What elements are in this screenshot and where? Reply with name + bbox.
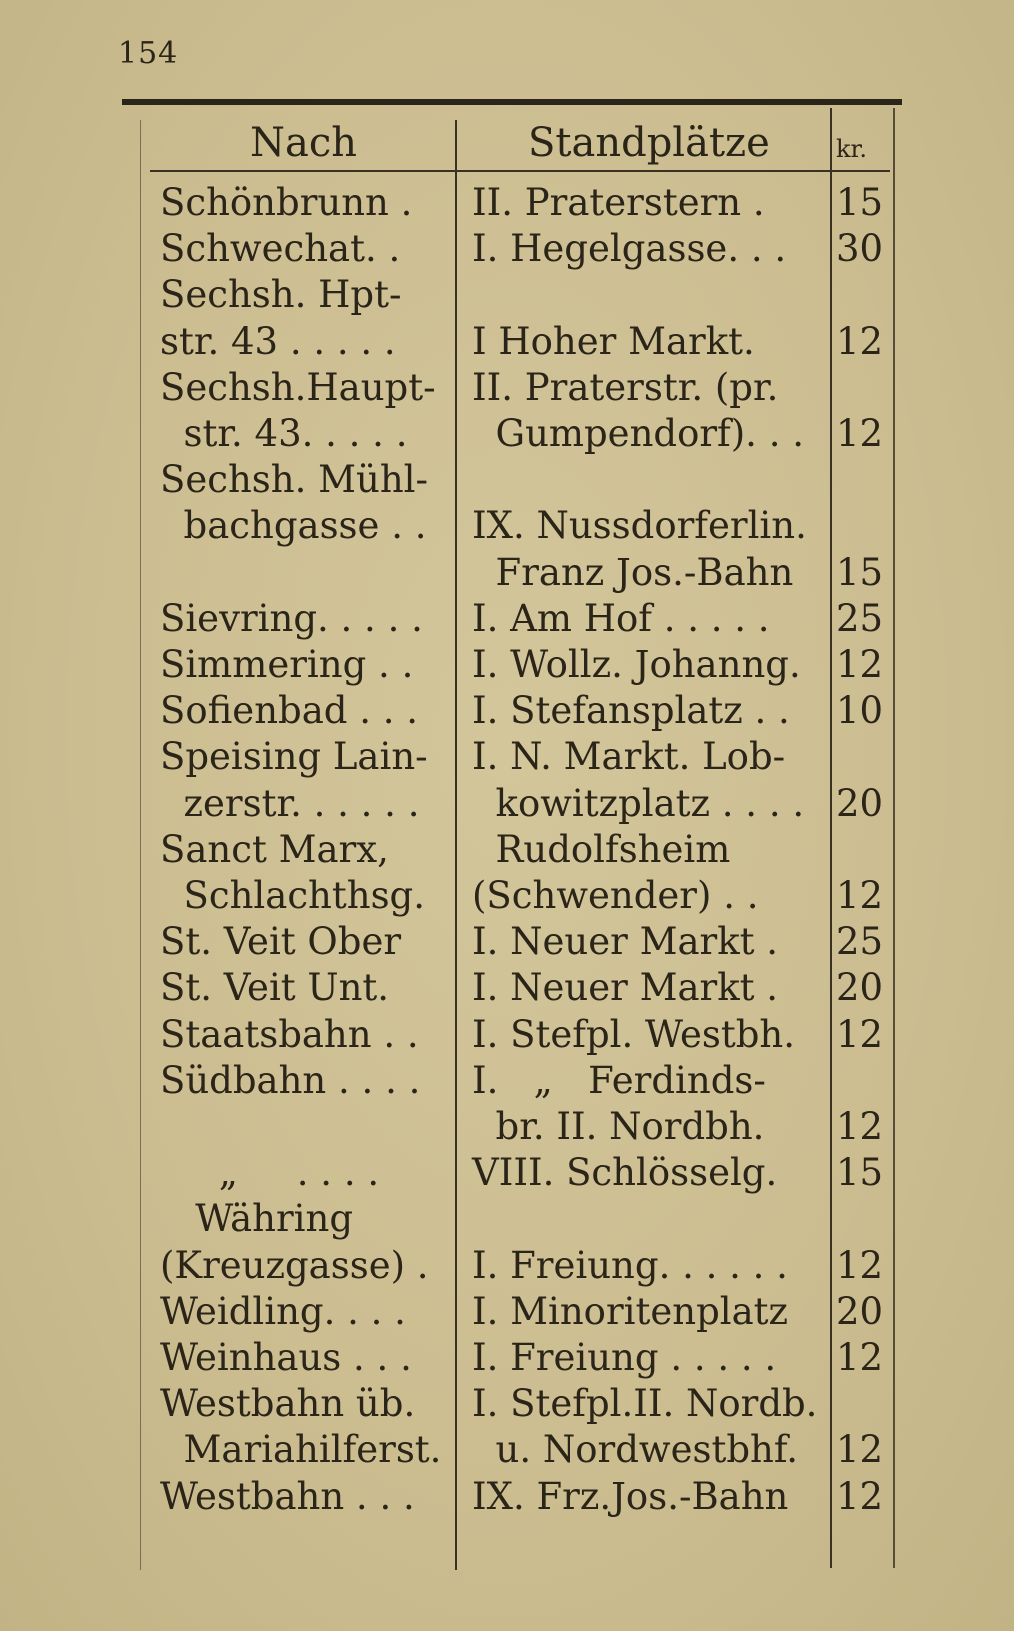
cell-stand: I. Neuer Markt .: [472, 920, 779, 964]
table-row: [0, 1012, 1014, 1058]
cell-stand: IX. Nussdorferlin.: [472, 504, 807, 548]
page-number: 154: [118, 36, 179, 71]
cell-stand: kowitzplatz . . . .: [472, 781, 805, 825]
table-row: [0, 1289, 1014, 1335]
cell-destination: Schönbrunn .: [160, 181, 413, 224]
cell-destination: Simmering . .: [160, 643, 414, 686]
cell-stand: I. Hegelgasse. . .: [472, 227, 787, 271]
header-kr: kr.: [836, 135, 868, 163]
cell-stand: I. „ Ferdinds-: [472, 1058, 766, 1102]
header-rule: [150, 170, 890, 172]
cell-stand: I Hoher Markt.: [472, 319, 755, 363]
cell-stand: I. Stefpl. Westbh.: [472, 1012, 796, 1056]
table-row: [0, 873, 1014, 919]
table-row: [0, 642, 1014, 688]
cell-stand: br. II. Nordbh.: [472, 1105, 765, 1148]
cell-destination: (Kreuzgasse) .: [160, 1243, 429, 1287]
cell-destination: Schlachthsg.: [160, 874, 425, 917]
cell-price: 12: [836, 874, 884, 917]
cell-destination: str. 43. . . . .: [160, 412, 408, 455]
cell-destination: Sanct Marx,: [160, 827, 389, 871]
table-row: [0, 1427, 1014, 1473]
cell-destination: bachgasse . .: [160, 504, 427, 548]
cell-price: 10: [836, 689, 884, 733]
cell-price: 12: [836, 319, 884, 363]
table-row: [0, 319, 1014, 365]
cell-destination: Westbahn . . .: [160, 1474, 415, 1518]
table-row: [0, 919, 1014, 965]
cell-price: 12: [836, 1336, 884, 1379]
table-row: [0, 503, 1014, 549]
cell-price: 25: [836, 920, 884, 964]
cell-destination: Weinhaus . . .: [160, 1336, 412, 1379]
table-row: [0, 1150, 1014, 1196]
cell-destination: Sievring. . . . .: [160, 596, 423, 640]
table-row: [0, 827, 1014, 873]
cell-destination: str. 43 . . . . .: [160, 319, 396, 363]
cell-price: 12: [836, 1428, 884, 1472]
cell-stand: I. Freiung . . . . .: [472, 1336, 777, 1379]
cell-destination: Währing: [160, 1197, 354, 1241]
table-row: [0, 596, 1014, 642]
cell-price: 20: [836, 1289, 884, 1333]
cell-price: 20: [836, 966, 884, 1010]
table-row: [0, 1104, 1014, 1150]
cell-destination: zerstr. . . . . .: [160, 781, 420, 825]
header-standplaetze: Standplätze: [528, 120, 770, 166]
cell-destination: Sofienbad . . .: [160, 689, 419, 733]
table-row: [0, 965, 1014, 1011]
cell-destination: Staatsbahn . .: [160, 1012, 419, 1056]
cell-price: 15: [836, 181, 884, 224]
cell-price: 12: [836, 643, 884, 686]
cell-stand: I. Freiung. . . . . .: [472, 1243, 788, 1287]
cell-stand: II. Praterstr. (pr.: [472, 365, 779, 409]
cell-price: 25: [836, 596, 884, 640]
table-row: [0, 1058, 1014, 1104]
cell-destination: Mariahilferst.: [160, 1428, 442, 1472]
table-row: [0, 1196, 1014, 1242]
cell-destination: Sechsh. Mühl-: [160, 458, 429, 502]
top-rule: [122, 99, 902, 105]
cell-stand: II. Praterstern .: [472, 181, 765, 224]
cell-price: 30: [836, 227, 884, 271]
cell-stand: (Schwender) . .: [472, 874, 759, 917]
cell-stand: I. N. Markt. Lob-: [472, 735, 786, 779]
header-nach: Nach: [250, 120, 358, 166]
cell-destination: Sechsh. Hpt-: [160, 273, 402, 317]
cell-price: 12: [836, 1105, 884, 1148]
cell-price: 12: [836, 1243, 884, 1287]
table-row: [0, 272, 1014, 318]
cell-price: 15: [836, 550, 884, 594]
cell-stand: I. Stefansplatz . .: [472, 689, 790, 733]
table-row: [0, 180, 1014, 226]
cell-destination: St. Veit Unt.: [160, 966, 390, 1010]
cell-stand: Franz Jos.-Bahn: [472, 550, 794, 594]
cell-price: 12: [836, 1474, 884, 1518]
cell-destination: St. Veit Ober: [160, 920, 402, 964]
cell-stand: I. Am Hof . . . . .: [472, 596, 770, 640]
table-row: [0, 734, 1014, 780]
table-row: [0, 226, 1014, 272]
cell-price: 12: [836, 1012, 884, 1056]
cell-destination: Westbahn üb.: [160, 1382, 416, 1426]
table-row: [0, 457, 1014, 503]
cell-destination: Schwechat. .: [160, 227, 401, 271]
cell-destination: „ . . . .: [160, 1151, 380, 1195]
cell-destination: Sechsh.Haupt-: [160, 365, 436, 409]
table-row: [0, 411, 1014, 457]
cell-price: 15: [836, 1151, 884, 1195]
table-row: [0, 1243, 1014, 1289]
cell-price: 12: [836, 412, 884, 455]
cell-destination: Südbahn . . . .: [160, 1058, 421, 1102]
cell-price: 20: [836, 781, 884, 825]
table-row: [0, 781, 1014, 827]
table-row: [0, 1381, 1014, 1427]
cell-stand: VIII. Schlösselg.: [472, 1151, 778, 1195]
cell-destination: Weidling. . . .: [160, 1289, 406, 1333]
table-row: [0, 688, 1014, 734]
cell-stand: I. Minoritenplatz: [472, 1289, 789, 1333]
cell-stand: I. Stefpl.II. Nordb.: [472, 1382, 818, 1426]
cell-stand: I. Neuer Markt .: [472, 966, 779, 1010]
table-row: [0, 1335, 1014, 1381]
table-row: [0, 550, 1014, 596]
table-row: [0, 1474, 1014, 1520]
cell-stand: IX. Frz.Jos.-Bahn: [472, 1474, 789, 1518]
cell-stand: I. Wollz. Johanng.: [472, 643, 801, 686]
cell-stand: Gumpendorf). . .: [472, 412, 804, 455]
table-row: [0, 365, 1014, 411]
cell-destination: Speising Lain-: [160, 735, 428, 779]
cell-stand: u. Nordwestbhf.: [472, 1428, 798, 1472]
cell-stand: Rudolfsheim: [472, 827, 731, 871]
